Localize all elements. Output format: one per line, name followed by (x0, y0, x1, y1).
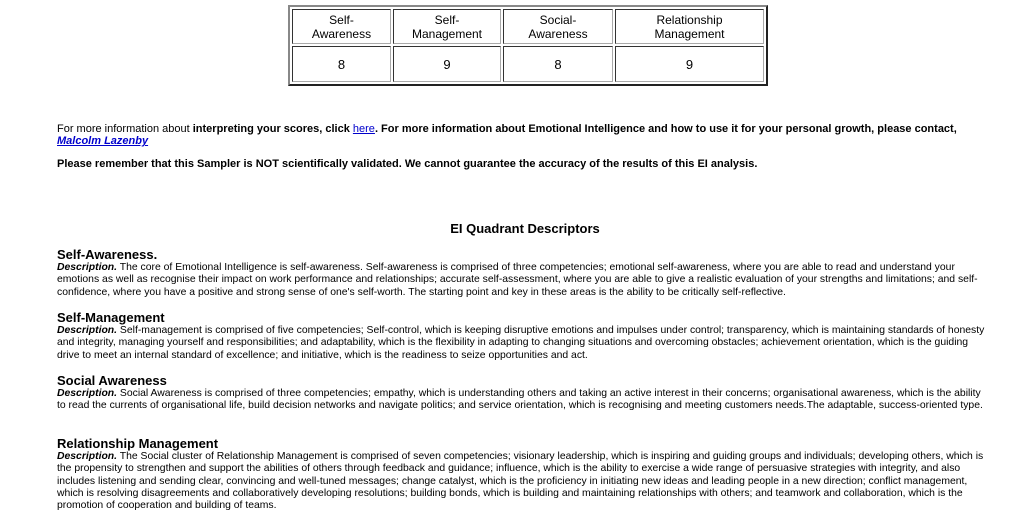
header-relationship-management: Relationship Management (615, 9, 764, 44)
section-description (57, 451, 992, 512)
header-social-awareness: Social-Awareness (503, 9, 613, 44)
score-table (288, 5, 768, 86)
section-heading: Self-Management (57, 310, 165, 325)
description-text: The core of Emotional Intelligence is self-awareness. Self-awareness is comprised of three competencies; emotional self-awareness, where you are able to read and understand your emotions as well as recognise their impact on work performance and relationships; accurate self-assessment, where you are able to give a realistic evaluation of your strengths and limitations; and self-confidence, where you have a positive and strong sense of one's self-worth. The starting point and key in these areas is the ability to be critically self-reflective. (57, 262, 978, 298)
score-relationship-management: 9 (615, 46, 764, 82)
info-paragraph (57, 123, 992, 147)
scores-help-link[interactable]: here (352, 123, 375, 135)
section-social-awareness (57, 373, 992, 413)
section-description (57, 262, 992, 299)
description-text: Social Awareness is comprised of three competencies; empathy, which is understanding others and taking an active interest in their concerns; organisational awareness, which is the ability to read the currents of organisational life, build decision networks and navigate politics; and service orientation, which is recognising and meeting customers needs.The adaptable, success-oriented type. (57, 388, 983, 412)
info-text: For more information about (57, 123, 193, 135)
description-label: Description. (57, 451, 118, 462)
score-self-management: 9 (393, 46, 501, 82)
descriptors-title: EI Quadrant Descriptors (450, 221, 600, 236)
score-value-row (292, 46, 764, 82)
section-heading: Relationship Management (57, 436, 219, 451)
section-heading: Self-Awareness. (57, 247, 158, 262)
description-label: Description. (57, 388, 118, 399)
description-text: Self-management is comprised of five competencies; Self-control, which is keeping disruptive emotions and impulses under control; transparency, which is maintaining standards of honesty and integrity, managing yourself and responsibilities; and adaptability, which is the flexibility in adapting to changing situations and overcoming obstacles; achievement orientation, which is the guiding drive to meet an internal standard of excellence; and initiative, which is the readiness to seize opportunities and act. (57, 325, 985, 361)
section-self-awareness (57, 247, 992, 299)
header-self-management: Self-Management (393, 9, 501, 44)
disclaimer: Please remember that this Sampler is NOT scientifically validated. We cannot guarantee the accuracy of the results of this EI analysis. (57, 158, 758, 170)
description-text: The Social cluster of Relationship Management is comprised of seven competencies; visionary leadership, which is inspiring and guiding groups and individuals; developing others, which is the propensity to strengthen and support the abilities of others through feedback and guidance; influence, which is the ability to exercise a wide range of persuasive strategies with integrity, and also includes listening and sending clear, convincing and well-tuned messages; change catalyst, which is the proficiency in initiating new ideas and leading people in a new direction; conflict management, which is resolving disagreements and collaboratively developing resolutions; building bonds, which is building and maintaining relationships with others; and teamwork and collaboration, which is the promotion of cooperation and building of teams. (57, 451, 984, 512)
section-heading: Social Awareness (57, 373, 167, 388)
section-description (57, 325, 992, 362)
description-label: Description. (57, 325, 118, 336)
info-bold-text-2: . For more information about Emotional Intelligence and how to use it for your personal growth, please contact, (374, 123, 957, 135)
contact-link[interactable]: Malcolm Lazenby (57, 135, 149, 147)
score-social-awareness: 8 (503, 46, 613, 82)
header-self-awareness: Self-Awareness (292, 9, 391, 44)
section-self-management (57, 310, 992, 362)
info-bold-text: interpreting your scores, click (192, 123, 353, 135)
description-label: Description. (57, 262, 118, 273)
score-self-awareness: 8 (292, 46, 391, 82)
section-relationship-management (57, 436, 992, 512)
section-description (57, 388, 992, 413)
score-header-row (292, 9, 764, 44)
